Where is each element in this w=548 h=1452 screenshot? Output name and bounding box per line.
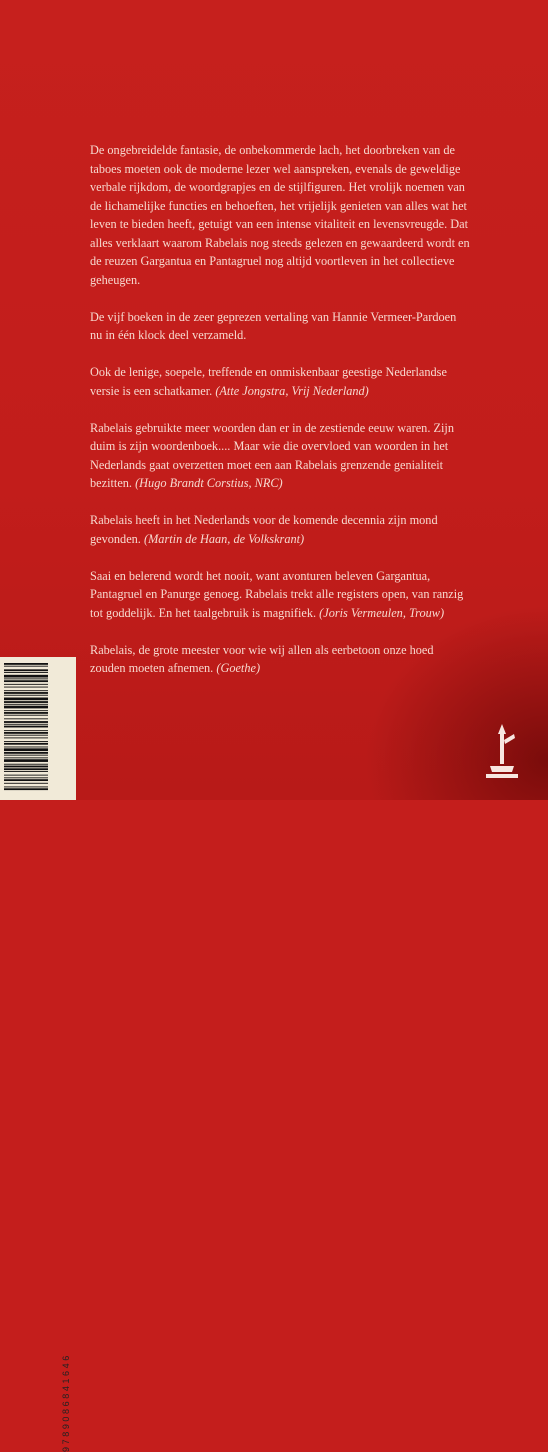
- blurb-paragraph: [90, 511, 470, 548]
- barcode-bar: [4, 786, 48, 787]
- barcode-bar: [4, 695, 48, 696]
- barcode-bar: [4, 704, 48, 705]
- barcode-panel: [0, 657, 76, 1452]
- barcode-bar: [4, 783, 48, 784]
- barcode-bar: [4, 764, 48, 765]
- quote-source: (Hugo Brandt Corstius, NRC): [135, 476, 283, 490]
- barcode-bar: [4, 706, 48, 709]
- paragraph-text: De vijf boeken in de zeer geprezen vertaling van Hannie Vermeer-Pardoen nu in één klock deel verzameld.: [90, 309, 457, 342]
- barcode-bar: [4, 748, 48, 751]
- barcode-bar: [4, 741, 48, 742]
- paragraph-text: Rabelais, de grote meester voor wie wij allen als eerbetoon onze hoed zouden moeten afnemen.: [90, 642, 434, 675]
- barcode-bar: [4, 743, 48, 745]
- barcode-bar: [4, 666, 48, 667]
- barcode-bar: [4, 669, 48, 671]
- barcode-bar: [4, 672, 48, 673]
- paragraph-text: Rabelais heeft in het Nederlands voor de komende decennia zijn mond gevonden.: [90, 513, 438, 546]
- isbn-number: 9789086841646: [61, 1353, 71, 1452]
- blurb-paragraph: [90, 141, 470, 289]
- barcode-bar: [4, 726, 48, 728]
- barcode-bar: [4, 684, 48, 685]
- blurb-paragraph: [90, 419, 470, 493]
- barcode-bar: [4, 768, 48, 770]
- barcode-bar: [4, 737, 48, 738]
- barcode-bar: [4, 721, 48, 723]
- barcode-bar: [4, 712, 48, 714]
- barcode: [4, 663, 56, 791]
- barcode-bar: [4, 730, 48, 731]
- barcode-bar: [4, 779, 48, 781]
- blurb-paragraph: [90, 363, 470, 400]
- barcode-bar: [4, 687, 48, 688]
- lamp-logo-icon: [482, 720, 522, 782]
- quote-source: (Martin de Haan, de Volkskrant): [143, 531, 305, 546]
- paragraph-text: Rabelais gebruikte meer woorden dan er in de zestiende eeuw waren. Zijn duim is zijn woordenboek.... Maar wie die overvloed van woorden in het Nederlands gaat overzetten moet een aan Rabelais grenzende genialiteit bezitten.: [90, 420, 454, 490]
- barcode-bar: [4, 718, 48, 719]
- barcode-bar: [4, 752, 48, 754]
- barcode-bar: [4, 777, 48, 778]
- blurb-paragraph: [90, 567, 470, 623]
- barcode-bar: [4, 710, 48, 711]
- paragraph-text: Saai en belerend wordt het nooit, want avonturen beleven Gargantua, Pantagruel en Panurge genoeg. Rabelais trekt alle registers open, van ranzig tot goddelijk. En het taalgebruik is magnifiek.: [90, 568, 464, 620]
- barcode-bar: [4, 755, 48, 756]
- barcode-bar: [4, 771, 48, 772]
- blurb-text: [90, 141, 470, 696]
- paragraph-text: De ongebreidelde fantasie, de onbekommerde lach, het doorbreken van de taboes moeten ook de moderne lezer wel aanspreken, evenals de geweldige verbale rijkdom, de woordgrapjes en de stijlfiguren. Het vrolijk noemen van de lichamelijke functies en behoeften, het vrijelijk genieten van alles wat het leven te bieden heeft, getuigt van een intense vitaliteit en levensvreugde. Dat alles verklaart waarom Rabelais nog steeds gelezen en gewaardeerd wordt en de reuzen Gargantua en Pantagruel nog altijd voortleven in het collectieve geheugen.: [90, 143, 470, 287]
- barcode-bar: [4, 775, 48, 776]
- barcode-bar: [4, 680, 48, 682]
- barcode-bar: [4, 715, 48, 716]
- barcode-bar: [4, 757, 48, 758]
- quote-source: (Goethe): [216, 661, 261, 675]
- barcode-bar: [4, 724, 48, 725]
- barcode-bar: [4, 678, 48, 679]
- barcode-bar: [4, 766, 48, 768]
- barcode-bar: [4, 692, 48, 694]
- barcode-bar: [4, 788, 48, 790]
- barcode-bar: [4, 747, 48, 748]
- barcode-bar: [4, 663, 48, 665]
- quote-source: (Atte Jongstra, Vrij Nederland): [215, 383, 369, 398]
- barcode-bar: [4, 690, 48, 691]
- blurb-paragraph: [90, 308, 470, 345]
- barcode-bar: [4, 735, 48, 736]
- paragraph-text: Ook de lenige, soepele, treffende en onmiskenbaar geestige Nederlandse versie is een schatkamer.: [90, 365, 447, 398]
- blurb-paragraph: [90, 641, 470, 678]
- barcode-bar: [4, 759, 48, 762]
- barcode-bar: [4, 675, 48, 678]
- barcode-bar: [4, 701, 48, 703]
- barcode-bar: [4, 698, 48, 701]
- barcode-bar: [4, 732, 48, 734]
- quote-source: (Joris Vermeulen, Trouw): [319, 605, 445, 620]
